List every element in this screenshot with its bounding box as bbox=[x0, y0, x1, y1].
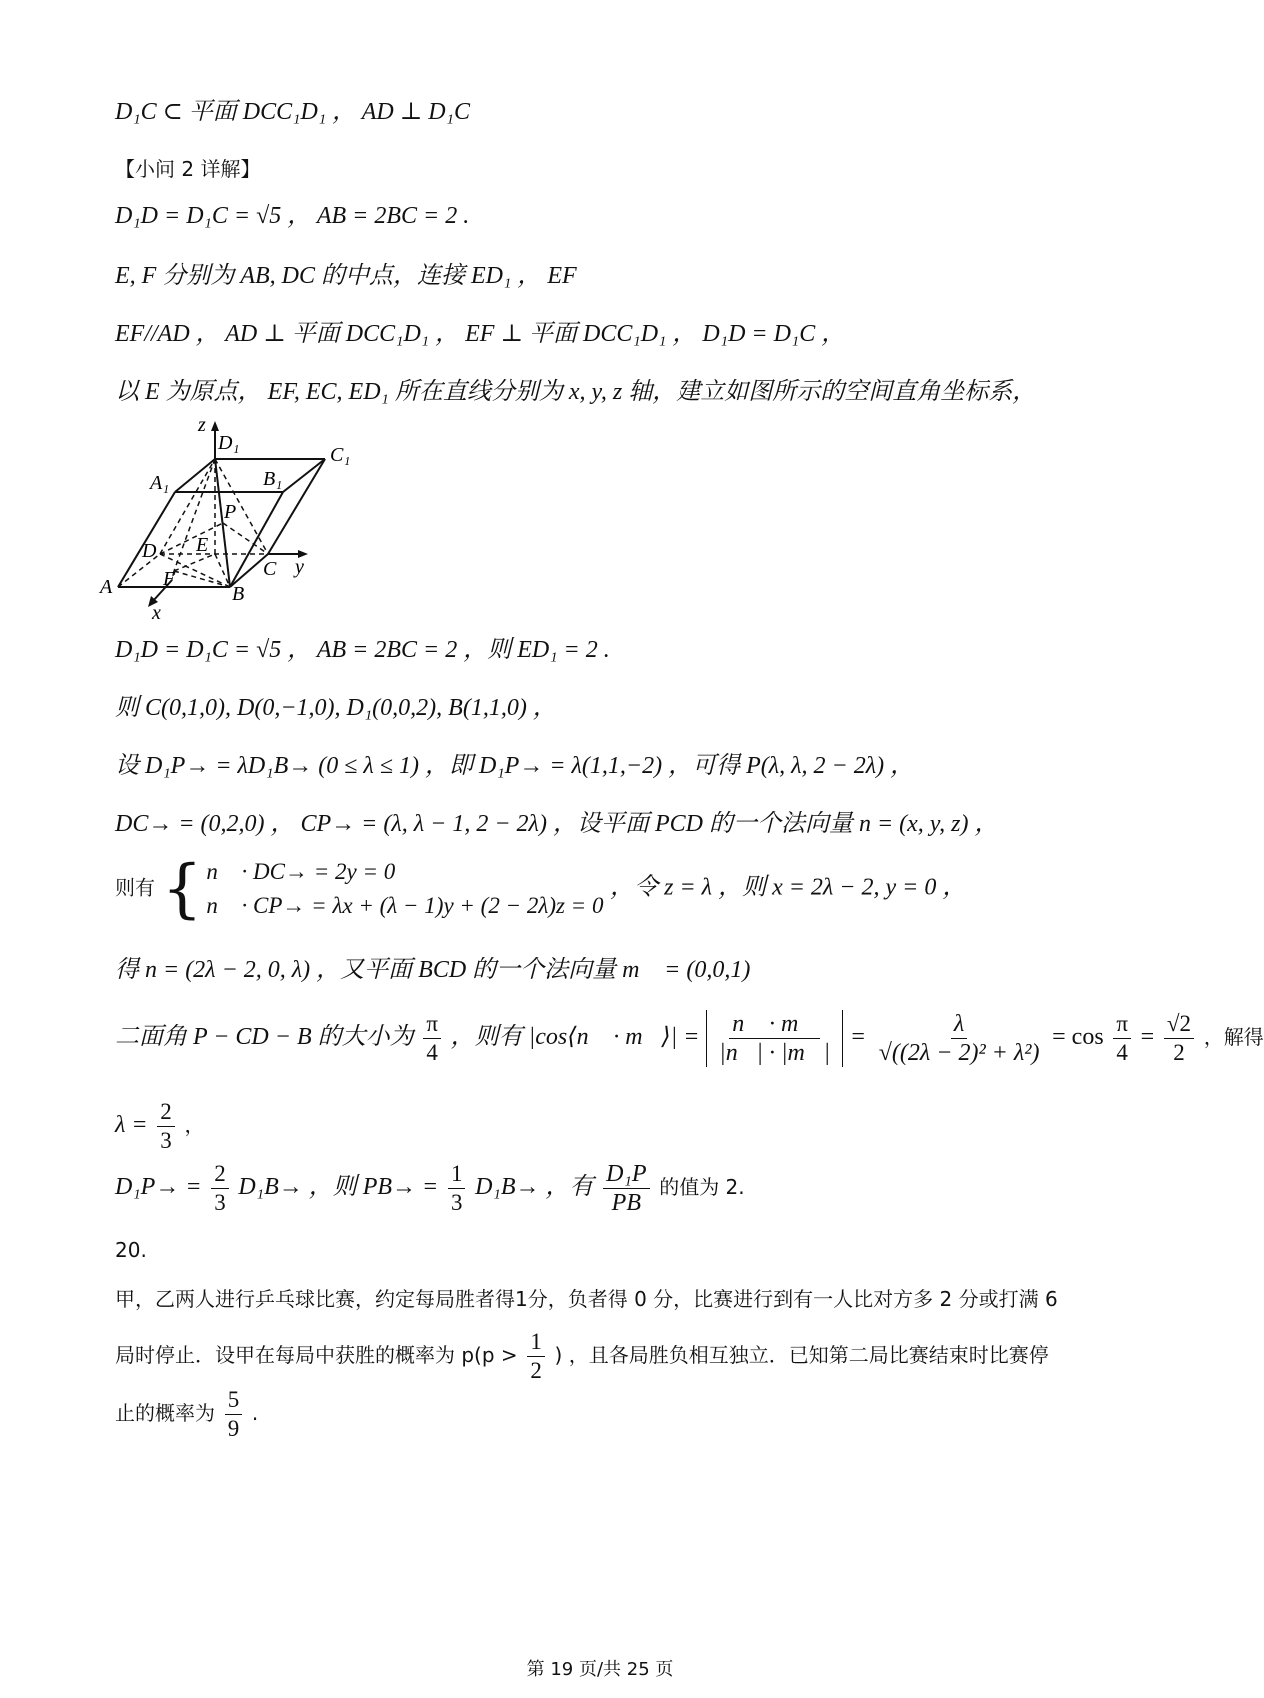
abs-fraction: $\frac{n⃗ \cdot m⃗}{|n⃗| \cdot |m⃗|}$ bbox=[706, 1010, 843, 1067]
text-line-17: 甲，乙两人进行乒乓球比赛，约定每局胜者得1分，负者得 0 分，比赛进行到有一人比对方多 2 分或打满 6 bbox=[115, 1287, 1058, 1311]
text-line-4: E, F 分别为 AB, DC 的中点，连接 ED₁ ， EF bbox=[115, 263, 577, 289]
text-line-7: D₁D = D₁C = √5 ， AB = 2BC = 2 ，则 ED₁ = 2 . bbox=[115, 637, 610, 663]
fraction-pi-4-b: $\frac{\pi}{4}$ bbox=[1113, 1010, 1131, 1067]
label-a1: A₁ bbox=[150, 472, 170, 494]
parallelepiped-figure bbox=[100, 415, 400, 625]
label-x: x bbox=[152, 602, 161, 624]
text-line-9: 设 D₁P→ = λD₁B→ (0 ≤ λ ≤ 1) ，即 D₁P→ = λ(1,1,−2) ，可得 P(λ, λ, 2 − 2λ) ， bbox=[115, 753, 915, 779]
label-b1: B₁ bbox=[263, 468, 283, 490]
z-axis-arrow bbox=[211, 421, 219, 431]
fraction-1-3: $\frac{1}{3}$ bbox=[448, 1160, 466, 1217]
system-prefix: 则有 bbox=[115, 875, 155, 900]
label-d: D bbox=[142, 540, 157, 562]
brace: { bbox=[161, 852, 203, 926]
text-line-8: 则 C(0,1,0), D(0,−1,0), D₁(0,0,2), B(1,1,0) ， bbox=[115, 695, 557, 721]
text-line-18: 局时停止．设甲在每局中获胜的概率为 p(p > $\frac{1}{2}$ ) ，且各局胜负相互独立．已知第二局比赛结束时比赛停 bbox=[115, 1329, 1049, 1383]
fraction-1-2: $\frac{1}{2}$ bbox=[527, 1328, 545, 1385]
text-line-6: 以 E 为原点， EF, EC, ED₁ 所在直线分别为 x, y, z 轴，建立如图所示的空间直角坐标系， bbox=[115, 379, 1037, 405]
label-y: y bbox=[295, 556, 304, 578]
fraction-5-9: $\frac{5}{9}$ bbox=[225, 1386, 243, 1443]
text-line-13 bbox=[115, 1010, 1264, 1067]
fraction-lambda: $\frac{\lambda}{\text{√((2λ − 2)² + λ²)}}$ bbox=[878, 1011, 1040, 1066]
l13-pre: 二面角 P − CD − B 的大小为 bbox=[115, 1024, 414, 1050]
l13-mid: ，则有 |cos⟨n⃗ · m⃗⟩| = bbox=[450, 1024, 700, 1050]
subquestion-2-heading: 【小问 2 详解】 bbox=[115, 157, 261, 181]
label-f: F bbox=[163, 568, 176, 590]
l13-post: ，解得 bbox=[1203, 1025, 1264, 1049]
text-line-19: 止的概率为 $\frac{5}{9}$ . bbox=[115, 1387, 259, 1441]
label-z: z bbox=[198, 414, 206, 436]
fraction-pi-4: $\frac{\pi}{4}$ bbox=[423, 1010, 441, 1067]
text-line-3: D₁D = D₁C = √5 ， AB = 2BC = 2 . bbox=[115, 203, 470, 229]
label-c: C bbox=[263, 558, 277, 580]
system-row-2: n⃗ · CP→ = λx + (λ − 1)y + (2 − 2λ)z = 0 bbox=[206, 893, 604, 918]
text-line-14: λ = $\frac{2}{3}$ ， bbox=[115, 1099, 205, 1153]
text-line-5: EF//AD ， AD ⊥ 平面 DCC₁D₁ ， EF ⊥ 平面 DCC₁D₁ ， D₁D = D₁C ， bbox=[115, 321, 846, 347]
text-line-1: D₁C ⊂ 平面 DCC₁D₁ ， AD ⊥ D₁C bbox=[115, 99, 470, 125]
edge-a1d1 bbox=[175, 459, 215, 492]
label-d1: D₁ bbox=[218, 432, 240, 454]
system-suffix: ，令 z = λ ，则 x = 2λ − 2, y = 0 ， bbox=[610, 874, 967, 901]
question-number: 20. bbox=[115, 1238, 147, 1262]
equation-system-line bbox=[115, 852, 967, 926]
fraction-2-3-b: $\frac{2}{3}$ bbox=[211, 1160, 229, 1217]
system-row-1: n⃗ · DC→ = 2y = 0 bbox=[206, 859, 396, 884]
label-e: E bbox=[196, 534, 209, 556]
fraction-2-3: $\frac{2}{3}$ bbox=[157, 1098, 175, 1155]
fraction-sqrt2-2: $\frac{√2}{2}$ bbox=[1164, 1010, 1194, 1067]
l13-eq3: = bbox=[1140, 1024, 1155, 1050]
fraction-d1p-pb: $\frac{\text{D₁P}}{PB}$ bbox=[603, 1160, 649, 1217]
label-a: A bbox=[100, 576, 113, 598]
edge-b1c1 bbox=[283, 459, 325, 492]
l13-eq: = bbox=[849, 1024, 867, 1050]
label-c1: C₁ bbox=[330, 444, 351, 466]
equation-system bbox=[161, 852, 604, 926]
segment-d1b bbox=[215, 459, 230, 587]
text-line-15: D₁P→ = $\frac{2}{3}$ D₁B→ ，则 PB→ = $\frac{1}{3}$ D₁B→ ，有 $\frac{\text{D₁P}}{PB}$ 的值为 2. bbox=[115, 1161, 745, 1216]
text-line-10: DC→ = (0,2,0) ， CP→ = (λ, λ − 1, 2 − 2λ) ，设平面 PCD 的一个法向量 n = (x, y, z) ， bbox=[115, 811, 999, 837]
label-p: P bbox=[224, 501, 237, 523]
label-b: B bbox=[232, 583, 245, 605]
page-footer: 第 19 页/共 25 页 bbox=[526, 1659, 674, 1680]
l13-cos: = cos bbox=[1052, 1024, 1104, 1050]
text-line-12: 得 n = (2λ − 2, 0, λ) ，又平面 BCD 的一个法向量 m⃗ = (0,0,1) ， bbox=[115, 957, 776, 983]
